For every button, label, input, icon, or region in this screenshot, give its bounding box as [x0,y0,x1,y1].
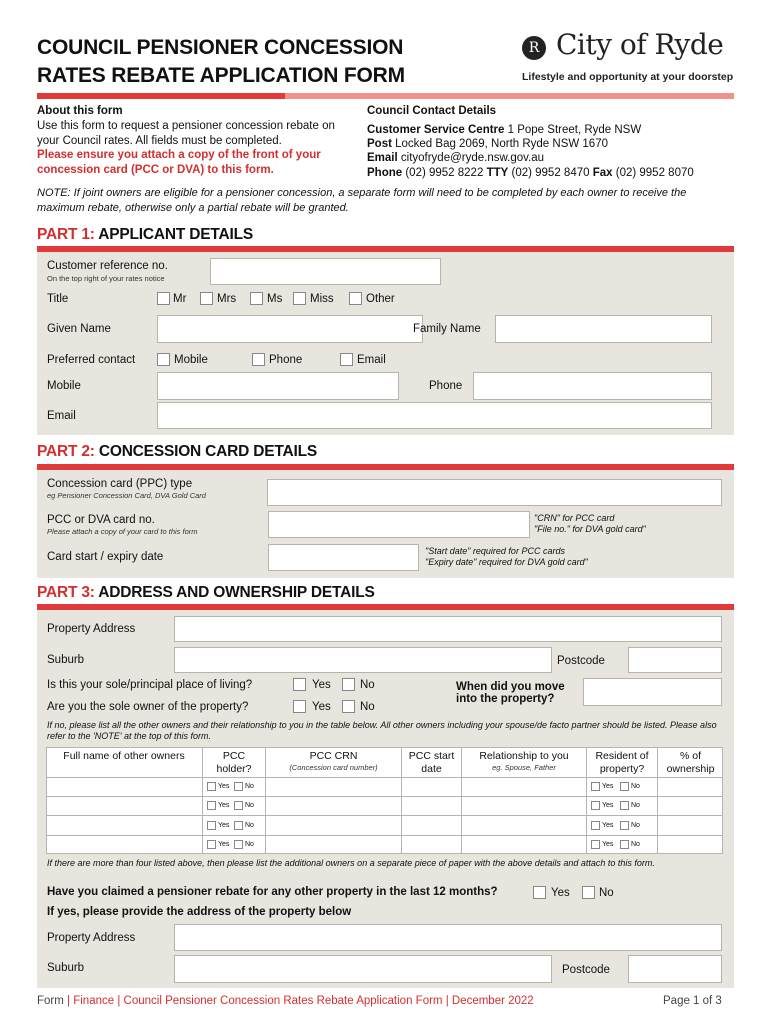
pcc-no-checkbox[interactable] [234,840,243,849]
part2-heading: PART 2: CONCESSION CARD DETAILS [37,443,317,460]
logo-name: City of Ryde [556,28,724,61]
postcode-2-label: Postcode [562,964,610,976]
pcc-yes-label: Yes [218,802,230,809]
other-rebate-no-label: No [599,887,614,899]
email-label: Email [47,410,76,422]
mobile-input[interactable] [157,372,399,400]
family-name-input[interactable] [495,315,712,343]
pcc-no-checkbox[interactable] [234,821,243,830]
sole-owner-yes-label: Yes [312,701,331,713]
card-no-hint: Please attach a copy of your card to this form [47,527,198,536]
resident-yes-label: Yes [602,841,614,848]
title-ms-label: Ms [267,293,283,305]
sole-place-no-label: No [360,679,375,691]
col-resident-header: Resident of property? [595,750,649,775]
col-name-header: Full name of other owners [63,750,185,762]
property-address-2-input[interactable] [174,924,722,951]
other-rebate-label: Have you claimed a pensioner rebate for any other property in the last 12 months? [47,886,498,898]
owner-name-input[interactable] [47,836,202,853]
card-type-hint: eg Pensioner Concession Card, DVA Gold Card [47,491,206,500]
title-miss-label: Miss [310,293,334,305]
other-rebate-yes-label: Yes [551,887,570,899]
move-in-input[interactable] [583,678,722,706]
sole-place-label: Is this your sole/principal place of living? [47,679,253,691]
contact-heading: Council Contact Details [367,105,497,117]
tagline: Lifestyle and opportunity at your doorstep [522,71,734,83]
move-in-label: When did you move into the property? [456,681,565,705]
sole-owner-no-label: No [360,701,375,713]
mobile-label: Mobile [47,380,81,392]
if-yes-label: If yes, please provide the address of the property below [47,906,352,918]
resident-yes-checkbox[interactable] [591,840,600,849]
card-date-note: "Start date" required for PCC cards "Expiry date" required for DVA gold card" [425,546,588,567]
sole-owner-yes-checkbox[interactable] [293,700,306,713]
title-mr-checkbox[interactable] [157,292,170,305]
sole-place-yes-checkbox[interactable] [293,678,306,691]
contact-phone-checkbox[interactable] [252,353,265,366]
pcc-yes-checkbox[interactable] [207,840,216,849]
contact-mobile-label: Mobile [174,354,208,366]
sole-place-yes-label: Yes [312,679,331,691]
customer-ref-label: Customer reference no. [47,260,168,272]
card-type-input[interactable] [267,479,722,506]
phone-input[interactable] [473,372,712,400]
family-name-label: Family Name [413,323,481,335]
title-mrs-checkbox[interactable] [200,292,213,305]
owner-name-input[interactable] [47,778,202,796]
title-mrs-label: Mrs [217,293,237,305]
pcc-yes-checkbox[interactable] [207,821,216,830]
resident-no-checkbox[interactable] [620,840,629,849]
col-crn-header: PCC CRN [309,750,358,762]
property-address-input[interactable] [174,616,722,642]
resident-no-checkbox[interactable] [620,821,629,830]
col-ownership-header: % of ownership [666,750,715,775]
part3-heading: PART 3: ADDRESS AND OWNERSHIP DETAILS [37,584,375,601]
property-address-label: Property Address [47,623,136,635]
page-number: Page 1 of 3 [663,995,722,1007]
customer-ref-hint: On the top right of your rates notice [47,274,165,283]
title-mr-label: Mr [173,293,187,305]
resident-yes-label: Yes [602,783,614,790]
suburb-label: Suburb [47,654,85,666]
card-date-label: Card start / expiry date [47,551,164,563]
resident-no-label: No [631,841,640,848]
suburb-input[interactable] [174,647,552,673]
form-title: COUNCIL PENSIONER CONCESSION RATES REBATE APPLICATION FORM [37,36,405,87]
title-ms-checkbox[interactable] [250,292,263,305]
contact-csc: Customer Service Centre 1 Pope Street, Ryde NSW [367,124,642,136]
title-miss-checkbox[interactable] [293,292,306,305]
resident-yes-label: Yes [602,822,614,829]
other-rebate-yes-checkbox[interactable] [533,886,546,899]
resident-yes-checkbox[interactable] [591,821,600,830]
card-date-input[interactable] [268,544,419,571]
owner-name-input[interactable] [47,816,202,835]
postcode-2-input[interactable] [628,955,722,983]
joint-owner-note: NOTE: If joint owners are eligible for a pensioner concession, a separate form will need to be completed by each owner to receive the maximum rebate, otherwise only a partial rebate will be granted. [37,187,687,214]
resident-yes-checkbox[interactable] [591,782,600,791]
part3-panel [37,610,734,988]
pcc-yes-label: Yes [218,841,230,848]
card-no-input[interactable] [268,511,530,538]
city-logo-icon: R [522,36,546,60]
preferred-contact-label: Preferred contact [47,354,136,366]
contact-phone-label: Phone [269,354,303,366]
sole-owner-label: Are you the sole owner of the property? [47,701,249,713]
contact-email-checkbox[interactable] [340,353,353,366]
part2-panel [37,470,734,578]
resident-no-checkbox[interactable] [620,782,629,791]
title-other-checkbox[interactable] [349,292,362,305]
pcc-yes-label: Yes [218,783,230,790]
owner-name-input[interactable] [47,797,202,815]
header-divider [37,93,734,99]
pcc-no-label: No [245,841,254,848]
resident-no-label: No [631,783,640,790]
resident-no-label: No [631,802,640,809]
title-label: Title [47,293,69,305]
about-text: Use this form to request a pensioner concession rebate on your Council rates. All fields must be completed. [37,120,335,147]
col-crn-sub: (Concession card number) [289,763,378,772]
col-start-header: PCC start date [408,750,455,775]
email-input[interactable] [157,402,712,429]
pcc-yes-label: Yes [218,822,230,829]
other-rebate-no-checkbox[interactable] [582,886,595,899]
footer: Form | Finance | Council Pensioner Concession Rates Rebate Application Form | December 2022 [37,995,534,1007]
about-heading: About this form [37,105,123,117]
postcode-label: Postcode [557,655,605,667]
col-rel-sub: eg. Spouse, Father [492,763,556,772]
more-owners-note: If there are more than four listed above, then please list the additional owners on a separate piece of paper with the above details and attach to this form. [47,858,655,868]
postcode-input[interactable] [628,647,722,673]
resident-no-label: No [631,822,640,829]
resident-no-checkbox[interactable] [620,801,629,810]
resident-yes-checkbox[interactable] [591,801,600,810]
sole-place-no-checkbox[interactable] [342,678,355,691]
customer-ref-input[interactable] [210,258,441,285]
given-name-label: Given Name [47,323,111,335]
card-no-note: "CRN" for PCC card "File no." for DVA gold card" [534,513,646,534]
pcc-no-label: No [245,822,254,829]
title-other-label: Other [366,293,395,305]
property-address-2-label: Property Address [47,932,136,944]
suburb-2-label: Suburb [47,962,85,974]
given-name-input[interactable] [157,315,423,343]
card-type-label: Concession card (PPC) type [47,478,193,490]
contact-phone: Phone (02) 9952 8222 TTY (02) 9952 8470 Fax (02) 9952 8070 [367,167,694,179]
col-rel-header: Relationship to you [479,750,569,762]
suburb-2-input[interactable] [174,955,552,983]
sole-owner-no-checkbox[interactable] [342,700,355,713]
phone-label: Phone [429,380,463,392]
col-pcc-holder-header: PCC holder? [216,750,252,775]
pcc-no-checkbox[interactable] [234,801,243,810]
owners-table [46,747,723,854]
contact-email-label: Email [357,354,386,366]
part1-heading: PART 1: APPLICANT DETAILS [37,226,254,243]
about-warning: Please ensure you attach a copy of the front of your concession card (PCC or DVA) to this form. [37,149,321,176]
pcc-no-label: No [245,802,254,809]
pcc-no-checkbox[interactable] [234,782,243,791]
pcc-yes-checkbox[interactable] [207,782,216,791]
card-no-label: PCC or DVA card no. [47,514,155,526]
pcc-yes-checkbox[interactable] [207,801,216,810]
contact-post: Post Locked Bag 2069, North Ryde NSW 1670 [367,138,608,150]
pcc-no-label: No [245,783,254,790]
contact-email: Email cityofryde@ryde.nsw.gov.au [367,152,545,164]
contact-mobile-checkbox[interactable] [157,353,170,366]
owners-note: If no, please list all the other owners and their relationship to you in the table below. All other owners including your spouse/de facto partner should be listed. Please also refer to the 'NOTE' at the top of this form. [47,720,717,741]
part1-panel [37,252,734,435]
resident-yes-label: Yes [602,802,614,809]
